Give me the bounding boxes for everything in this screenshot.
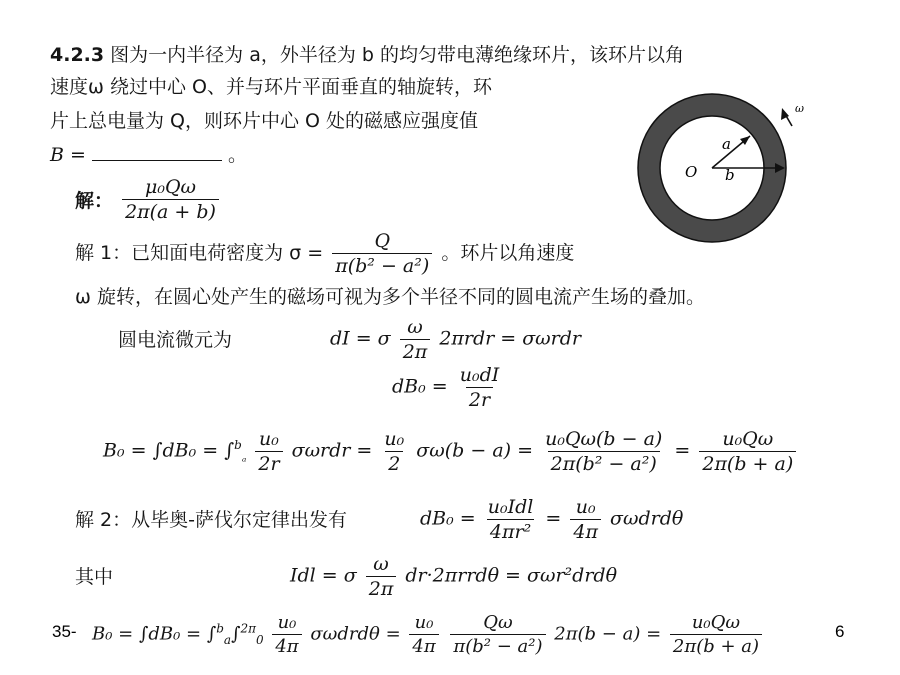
where-label: 其中 bbox=[75, 566, 114, 588]
final-f2-den: 4π bbox=[409, 634, 438, 657]
final-frac-3 bbox=[450, 612, 545, 657]
final-lim2-up: 2π bbox=[240, 621, 256, 636]
eq-B0-part-e: = bbox=[674, 439, 691, 462]
final-lim1-up: b bbox=[216, 621, 224, 636]
problem-line-1 bbox=[50, 40, 684, 67]
eq-dB-fraction bbox=[457, 364, 503, 411]
eq-dI-num: ω bbox=[407, 316, 423, 338]
eq-dB-den: 2r bbox=[466, 387, 493, 411]
bs-f2-num: u₀ bbox=[575, 496, 596, 518]
eq-B0 bbox=[103, 428, 799, 475]
eq-B0-part-d: σω(b − a) = bbox=[416, 439, 534, 462]
idl-den: 2π bbox=[366, 576, 397, 600]
problem-line-2: 速度ω 绕过中心 O、并与环片平面垂直的轴旋转，环 bbox=[50, 76, 492, 98]
eq-B0-f4-num: u₀Qω bbox=[722, 428, 774, 450]
omega-label: ω bbox=[795, 102, 804, 115]
eq-B0-frac-3 bbox=[542, 428, 665, 475]
bs-f2-den: 4π bbox=[570, 519, 601, 543]
label-a: a bbox=[722, 135, 731, 153]
bs-left: dB₀ = bbox=[420, 507, 476, 530]
problem-number: 4.2.3 bbox=[50, 44, 105, 66]
idl-fraction bbox=[366, 553, 397, 600]
eq-dB-num: u₀dI bbox=[459, 364, 500, 386]
eq-dI-left: dI = σ bbox=[330, 327, 391, 350]
eq-B0-part-c: σωrdr = bbox=[291, 439, 373, 462]
element-label: 圆电流微元为 bbox=[118, 329, 233, 351]
bs-frac-1 bbox=[485, 496, 537, 543]
idl-right: dr·2πrrdθ = σωr²drdθ bbox=[405, 564, 618, 587]
label-b: b bbox=[725, 166, 735, 184]
eq-dI-den: 2π bbox=[400, 339, 431, 363]
final-part-c: 2π(b − a) = bbox=[554, 623, 662, 645]
eq-dI-fraction bbox=[400, 316, 431, 363]
final-part-b: σωdrdθ = bbox=[310, 623, 401, 645]
eq-dI bbox=[330, 316, 581, 363]
eq-B0-f1-num: u₀ bbox=[259, 428, 279, 450]
center-label-O: O bbox=[685, 163, 698, 181]
idl-num: ω bbox=[373, 553, 389, 575]
eq-B0-f4-den: 2π(b + a) bbox=[699, 451, 796, 475]
annulus-figure bbox=[625, 88, 805, 248]
final-f4-num: u₀Qω bbox=[691, 612, 741, 633]
b-equals: B = bbox=[50, 144, 86, 166]
bs-mid: = bbox=[545, 507, 562, 530]
eq-B0-f1-den: 2r bbox=[255, 451, 282, 475]
eq-B0-part-a: B₀ = ∫dB₀ = ∫ bbox=[103, 439, 235, 462]
final-frac-1 bbox=[272, 612, 301, 657]
bs-right: σωdrdθ bbox=[610, 507, 684, 530]
method2-label: 解 2：从毕奥-萨伐尔定律出发有 bbox=[75, 509, 347, 531]
eq-B0-lower-limit: ₐ bbox=[241, 450, 247, 465]
sigma-numerator: Q bbox=[374, 230, 391, 252]
eq-B0-frac-2 bbox=[381, 428, 407, 475]
eq-B0-f3-den: 2π(b² − a²) bbox=[548, 451, 660, 475]
final-frac-4 bbox=[670, 612, 762, 657]
sigma-fraction bbox=[332, 230, 432, 277]
problem-line-3: 片上总电量为 Q，则环片中心 O 处的磁感应强度值 bbox=[50, 110, 479, 132]
final-f2-num: u₀ bbox=[414, 612, 434, 633]
sigma-denominator: π(b² − a²) bbox=[332, 253, 432, 277]
method1-line-2: ω 旋转，在圆心处产生的磁场可视为多个半径不同的圆电流产生场的叠加。 bbox=[75, 286, 705, 308]
problem-text-1: 图为一内半径为 a，外半径为 b 的均匀带电薄绝缘环片，该环片以角 bbox=[110, 44, 684, 66]
method1-intro: 解 1：已知面电荷密度为 σ = bbox=[75, 242, 324, 264]
eq-B0-frac-1 bbox=[255, 428, 282, 475]
final-f1-num: u₀ bbox=[277, 612, 297, 633]
answer-fraction bbox=[122, 176, 219, 223]
eq-biot-savart bbox=[420, 496, 683, 543]
eq-B0-upper-limit: b bbox=[234, 438, 242, 453]
eq-dB-left: dB₀ = bbox=[392, 375, 448, 398]
answer-label: 解： bbox=[75, 190, 114, 212]
eq-B0-f2-den: 2 bbox=[385, 451, 403, 475]
answer-blank bbox=[92, 144, 222, 161]
method1-intro-suffix: 。环片以角速度 bbox=[441, 242, 575, 264]
problem-line-4 bbox=[50, 140, 247, 167]
method1-line-1 bbox=[75, 230, 574, 277]
eq-final bbox=[92, 612, 765, 657]
final-part-a: B₀ = ∫dB₀ = ∫ bbox=[92, 623, 217, 645]
footer-left: 35- bbox=[52, 622, 77, 641]
eq-dI-right: 2πrdr = σωrdr bbox=[439, 327, 582, 350]
answer-line bbox=[75, 176, 222, 223]
final-integral-2: ∫ bbox=[231, 623, 241, 645]
eq-B0-f2-num: u₀ bbox=[384, 428, 405, 450]
answer-numerator: μ₀Qω bbox=[144, 176, 197, 198]
eq-idl bbox=[290, 553, 617, 600]
page-number: 6 bbox=[835, 622, 845, 641]
bs-f1-num: u₀Idl bbox=[487, 496, 534, 518]
eq-B0-f3-num: u₀Qω(b − a) bbox=[545, 428, 663, 450]
eq-B0-frac-4 bbox=[699, 428, 796, 475]
final-frac-2 bbox=[409, 612, 438, 657]
period: 。 bbox=[228, 144, 248, 166]
final-lim2-lo: 0 bbox=[255, 633, 264, 648]
answer-denominator: 2π(a + b) bbox=[122, 199, 219, 223]
idl-left: Idl = σ bbox=[290, 564, 357, 587]
final-lim1-lo: a bbox=[223, 633, 232, 648]
final-f3-den: π(b² − a²) bbox=[450, 634, 545, 657]
eq-dB bbox=[392, 364, 505, 411]
bs-f1-den: 4πr² bbox=[487, 519, 534, 543]
final-f4-den: 2π(b + a) bbox=[670, 634, 762, 657]
final-f3-num: Qω bbox=[483, 612, 513, 633]
bs-frac-2 bbox=[570, 496, 601, 543]
final-f1-den: 4π bbox=[272, 634, 301, 657]
